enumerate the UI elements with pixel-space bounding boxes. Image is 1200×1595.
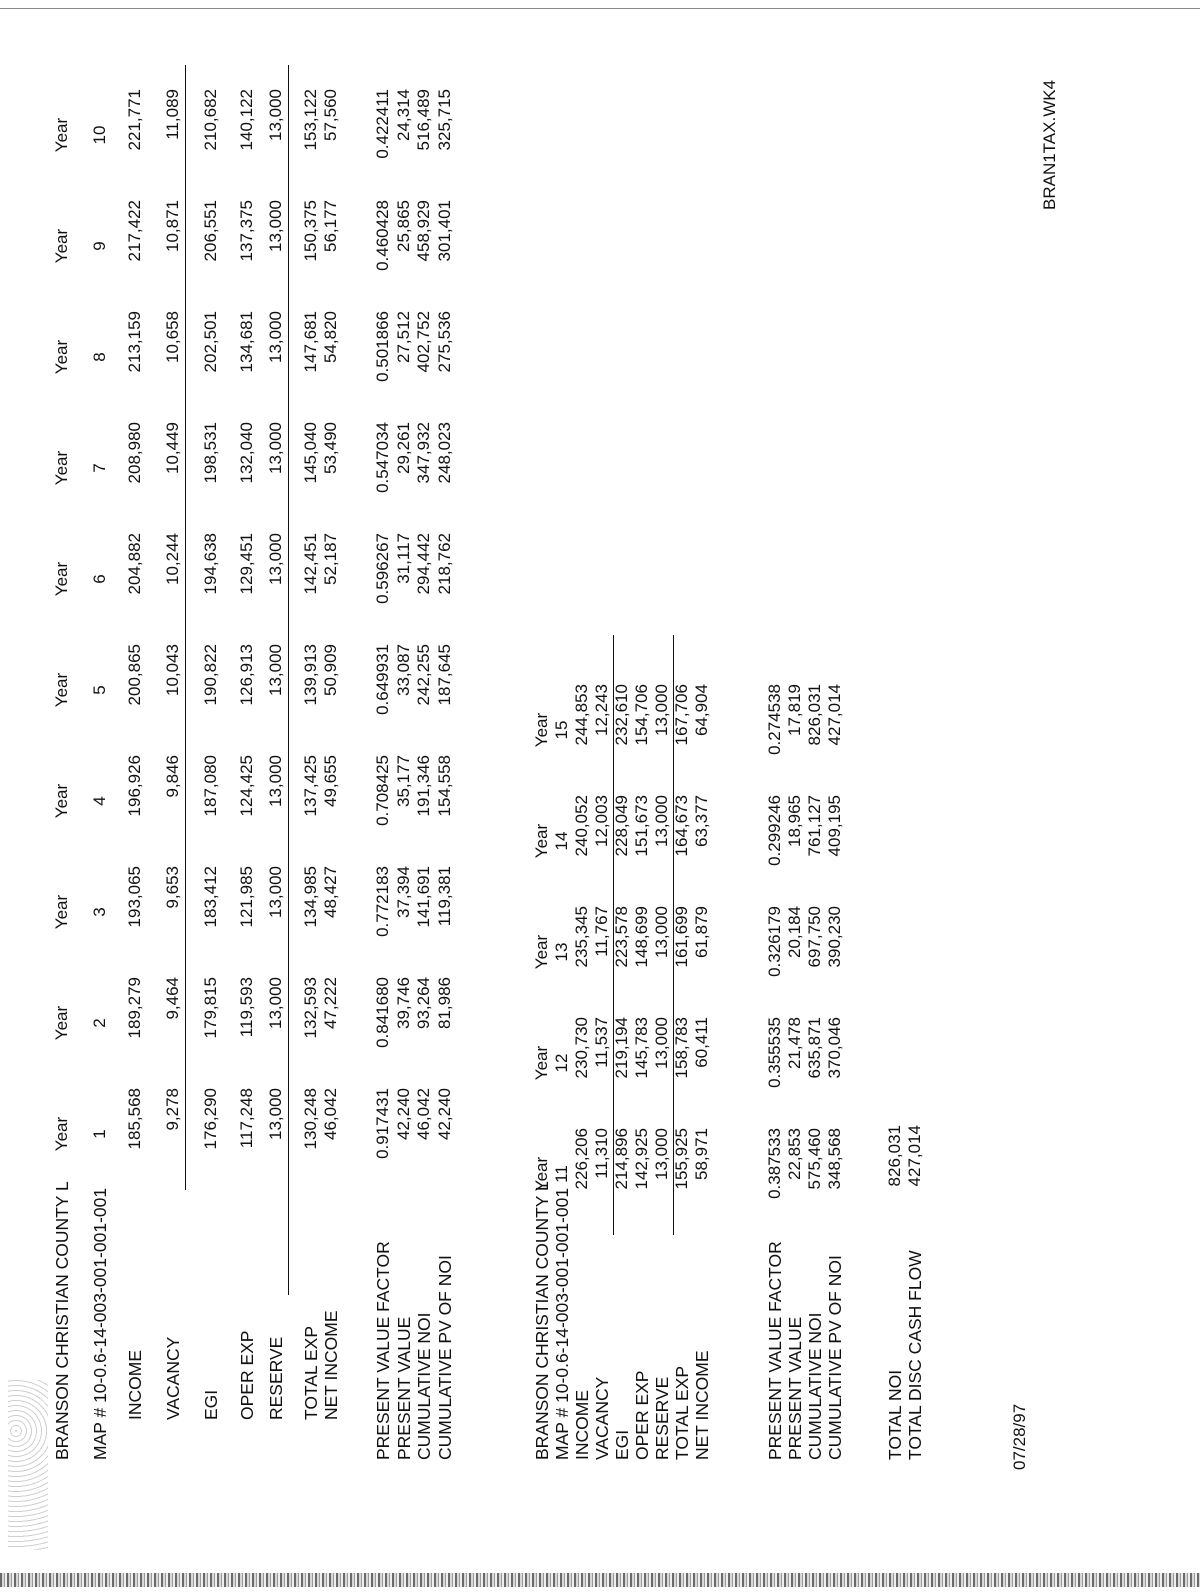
cell-net-income: 56,177: [321, 200, 340, 252]
cell-vacancy: 11,537: [592, 1017, 611, 1068]
cell-total-exp: 147,681: [301, 311, 320, 373]
year-label: Year: [52, 894, 71, 930]
cell-vacancy: 9,464: [163, 977, 182, 1020]
cell-total-exp: 145,040: [301, 422, 320, 484]
cell-cum-noi: 458,929: [414, 200, 433, 262]
total-noi-value: 826,031: [885, 1125, 904, 1187]
cell-net-income: 60,411: [692, 1017, 711, 1068]
cell-reserve: 13,000: [652, 1128, 671, 1180]
cell-reserve: 13,000: [266, 866, 285, 918]
cell-total-exp: 155,925: [672, 1128, 691, 1190]
cell-total-exp: 139,913: [301, 644, 320, 706]
cell-present-value: 33,087: [394, 644, 413, 696]
cell-vacancy: 9,846: [163, 755, 182, 798]
year-number: 2: [90, 1018, 109, 1028]
cell-income: 200,865: [125, 644, 144, 706]
cell-total-exp: 167,706: [672, 684, 691, 746]
cell-reserve: 13,000: [266, 755, 285, 807]
cell-present-value: 18,965: [785, 795, 804, 847]
year-label: Year: [52, 228, 71, 264]
section2-egi-label: EGI: [612, 1429, 632, 1460]
cell-oper-exp: 119,593: [237, 977, 256, 1038]
cell-cum-pv: 248,023: [435, 422, 454, 484]
cell-egi: 183,412: [201, 866, 220, 928]
cell-cum-noi: 635,871: [805, 1017, 824, 1079]
cell-vacancy: 10,658: [163, 311, 182, 363]
section1-egi-label: EGI: [201, 1389, 221, 1420]
cell-pv-factor: 0.274538: [765, 684, 784, 755]
cell-income: 221,771: [125, 89, 144, 151]
cell-income: 204,882: [125, 533, 144, 595]
cell-pv-factor: 0.460428: [373, 200, 392, 271]
cell-vacancy: 11,310: [592, 1128, 611, 1179]
cell-egi: 210,682: [201, 89, 220, 151]
cell-income: 208,980: [125, 422, 144, 484]
section1-reserve-rule: [288, 65, 289, 1295]
cell-pv-factor: 0.355535: [765, 1017, 784, 1088]
cell-total-exp: 153,122: [301, 89, 320, 151]
cell-egi: 232,610: [612, 684, 631, 746]
cell-total-exp: 137,425: [301, 755, 320, 817]
cell-present-value: 29,261: [394, 422, 413, 474]
cell-total-exp: 130,248: [301, 1088, 320, 1150]
cell-oper-exp: 137,375: [237, 200, 256, 262]
cell-present-value: 27,512: [394, 311, 413, 363]
year-label: Year: [532, 934, 551, 970]
cell-pv-factor: 0.501866: [373, 311, 392, 382]
year-number: 9: [90, 241, 109, 251]
cell-vacancy: 9,278: [163, 1088, 182, 1131]
cell-income: 230,730: [572, 1017, 591, 1079]
cell-income: 193,065: [125, 866, 144, 928]
cell-cum-noi: 242,255: [414, 644, 433, 706]
cell-net-income: 46,042: [321, 1088, 340, 1140]
cell-reserve: 13,000: [652, 795, 671, 847]
cell-oper-exp: 117,248: [237, 1088, 256, 1149]
cell-oper-exp: 121,985: [237, 866, 256, 928]
year-number: 3: [90, 907, 109, 917]
cell-vacancy: 11,767: [592, 906, 611, 957]
cell-present-value: 25,865: [394, 200, 413, 252]
section1-oper-exp-label: OPER EXP: [237, 1330, 257, 1420]
cell-cum-noi: 826,031: [805, 684, 824, 746]
cell-net-income: 47,222: [321, 977, 340, 1029]
cell-cum-pv: 81,986: [435, 977, 454, 1029]
section2-pv-factor-label: PRESENT VALUE FACTOR: [765, 1241, 785, 1460]
cell-egi: 202,501: [201, 311, 220, 373]
cell-net-income: 54,820: [321, 311, 340, 363]
cell-cum-noi: 761,127: [805, 795, 824, 857]
year-number: 13: [552, 942, 571, 962]
cell-pv-factor: 0.387533: [765, 1128, 784, 1199]
section1-net-income-label: NET INCOME: [321, 1310, 341, 1420]
cell-income: 226,206: [572, 1128, 591, 1190]
cell-oper-exp: 148,699: [632, 906, 651, 968]
cell-income: 189,279: [125, 977, 144, 1039]
year-number: 11: [552, 1165, 571, 1183]
cell-income: 244,853: [572, 684, 591, 746]
cell-reserve: 13,000: [652, 1017, 671, 1069]
section2-title: BRANSON CHRISTIAN COUNTY L: [532, 1181, 552, 1460]
cell-oper-exp: 140,122: [237, 89, 256, 151]
cell-egi: 176,290: [201, 1088, 220, 1150]
section2-net-income-label: NET INCOME: [692, 1350, 712, 1460]
cell-income: 235,345: [572, 906, 591, 968]
cell-income: 240,052: [572, 795, 591, 857]
cell-egi: 219,194: [612, 1017, 631, 1079]
section2-reserve-label: RESERVE: [652, 1376, 672, 1460]
cell-reserve: 13,000: [266, 644, 285, 696]
cell-cum-pv: 119,381: [435, 866, 454, 927]
cell-oper-exp: 145,783: [632, 1017, 651, 1079]
cell-cum-noi: 294,442: [414, 533, 433, 595]
cell-oper-exp: 134,681: [237, 311, 256, 373]
cell-oper-exp: 129,451: [237, 533, 256, 595]
cell-net-income: 49,655: [321, 755, 340, 807]
cell-present-value: 22,853: [785, 1128, 804, 1180]
year-label: Year: [52, 672, 71, 708]
year-label: Year: [52, 1116, 71, 1152]
cell-pv-factor: 0.326179: [765, 906, 784, 977]
year-label: Year: [52, 783, 71, 819]
cell-cum-noi: 191,346: [414, 755, 433, 817]
cell-cum-pv: 370,046: [825, 1017, 844, 1079]
cell-total-exp: 161,699: [672, 906, 691, 968]
section2-total-exp-label: TOTAL EXP: [672, 1365, 692, 1460]
section1-cumulative-noi-label: CUMULATIVE NOI: [414, 1312, 434, 1460]
cell-income: 213,159: [125, 311, 144, 373]
cell-present-value: 35,177: [394, 755, 413, 807]
cell-income: 196,926: [125, 755, 144, 817]
cell-present-value: 42,240: [394, 1088, 413, 1140]
cell-total-exp: 134,985: [301, 866, 320, 928]
cell-reserve: 13,000: [266, 422, 285, 474]
cell-net-income: 63,377: [692, 795, 711, 847]
cell-egi: 228,049: [612, 795, 631, 857]
cell-egi: 206,551: [201, 200, 220, 262]
cell-present-value: 20,184: [785, 906, 804, 958]
cell-cum-noi: 575,460: [805, 1128, 824, 1190]
cell-oper-exp: 154,706: [632, 684, 651, 746]
cell-oper-exp: 126,913: [237, 644, 256, 706]
cell-net-income: 58,971: [692, 1128, 711, 1180]
section1-present-value-label: PRESENT VALUE: [394, 1316, 414, 1460]
cell-pv-factor: 0.299246: [765, 795, 784, 866]
year-label: Year: [52, 117, 71, 153]
cell-reserve: 13,000: [266, 200, 285, 252]
cell-income: 185,568: [125, 1088, 144, 1150]
section2-oper-exp-label: OPER EXP: [632, 1370, 652, 1460]
cell-egi: 194,638: [201, 533, 220, 595]
cell-cum-pv: 154,558: [435, 755, 454, 817]
cell-reserve: 13,000: [266, 89, 285, 141]
year-number: 10: [90, 125, 109, 145]
cell-egi: 190,822: [201, 644, 220, 706]
cell-cum-noi: 93,264: [414, 977, 433, 1029]
cell-net-income: 52,187: [321, 533, 340, 585]
cell-reserve: 13,000: [652, 906, 671, 958]
cell-net-income: 61,879: [692, 906, 711, 958]
cell-oper-exp: 132,040: [237, 422, 256, 484]
cell-total-exp: 150,375: [301, 200, 320, 262]
year-label: Year: [532, 823, 551, 859]
year-number: 7: [90, 463, 109, 473]
cell-cum-pv: 218,762: [435, 533, 454, 595]
cell-reserve: 13,000: [266, 977, 285, 1029]
section2-income-label: INCOME: [572, 1390, 592, 1460]
cell-pv-factor: 0.547034: [373, 422, 392, 493]
scan-bottom-edge: [0, 1573, 1200, 1587]
year-number: 5: [90, 685, 109, 695]
year-label: Year: [532, 1156, 551, 1192]
cell-total-exp: 164,673: [672, 795, 691, 857]
section2-vacancy-label: VACANCY: [592, 1376, 612, 1460]
cell-net-income: 57,560: [321, 89, 340, 141]
cell-cum-noi: 46,042: [414, 1088, 433, 1140]
section1-vacancy-label: VACANCY: [163, 1336, 183, 1420]
year-label: Year: [532, 1045, 551, 1081]
section1-total-exp-label: TOTAL EXP: [301, 1325, 321, 1420]
year-number: 12: [552, 1053, 571, 1073]
cell-oper-exp: 151,673: [632, 795, 651, 857]
cell-egi: 198,531: [201, 422, 220, 484]
cell-vacancy: 10,043: [163, 644, 182, 696]
cell-cum-pv: 348,568: [825, 1128, 844, 1190]
cell-present-value: 21,478: [785, 1017, 804, 1069]
section2-cumulative-pv-label: CUMULATIVE PV OF NOI: [825, 1255, 845, 1460]
cell-total-exp: 158,783: [672, 1017, 691, 1079]
cell-cum-pv: 42,240: [435, 1088, 454, 1140]
cell-cum-noi: 402,752: [414, 311, 433, 373]
cell-vacancy: 11,089: [163, 89, 182, 140]
section2-cumulative-noi-label: CUMULATIVE NOI: [805, 1312, 825, 1460]
cell-cum-noi: 141,691: [414, 866, 433, 928]
cell-pv-factor: 0.708425: [373, 755, 392, 826]
cell-egi: 179,815: [201, 977, 220, 1039]
cell-income: 217,422: [125, 200, 144, 262]
cell-pv-factor: 0.772183: [373, 866, 392, 937]
section1-reserve-label: RESERVE: [266, 1336, 286, 1420]
cell-reserve: 13,000: [266, 1088, 285, 1140]
total-noi-label: TOTAL NOI: [885, 1369, 905, 1460]
year-number: 6: [90, 574, 109, 584]
year-number: 4: [90, 796, 109, 806]
cell-total-exp: 132,593: [301, 977, 320, 1039]
cell-vacancy: 12,003: [592, 795, 611, 847]
cell-net-income: 50,909: [321, 644, 340, 696]
footer-filename: BRAN1TAX.WK4: [1040, 79, 1059, 210]
cell-reserve: 13,000: [266, 533, 285, 585]
cell-cum-noi: 697,750: [805, 906, 824, 968]
year-number: 14: [552, 831, 571, 851]
cell-vacancy: 10,244: [163, 533, 182, 585]
cell-vacancy: 10,871: [163, 200, 182, 252]
cell-net-income: 53,490: [321, 422, 340, 474]
cell-vacancy: 12,243: [592, 684, 611, 736]
cell-cum-noi: 516,489: [414, 89, 433, 151]
cell-cum-pv: 187,645: [435, 644, 454, 706]
cell-present-value: 24,314: [394, 89, 413, 141]
cell-cum-pv: 325,715: [435, 89, 454, 151]
footer-date: 07/28/97: [1010, 1403, 1029, 1470]
cell-cum-pv: 275,536: [435, 311, 454, 373]
year-label: Year: [52, 339, 71, 375]
cell-pv-factor: 0.422411: [373, 89, 392, 159]
total-disc-cash-flow-label: TOTAL DISC CASH FLOW: [905, 1250, 925, 1460]
cell-cum-pv: 301,401: [435, 200, 454, 262]
cell-egi: 223,578: [612, 906, 631, 968]
year-number: 15: [552, 720, 571, 740]
cell-net-income: 64,904: [692, 684, 711, 736]
cell-oper-exp: 142,925: [632, 1128, 651, 1190]
cell-vacancy: 9,653: [163, 866, 182, 909]
section1-title: BRANSON CHRISTIAN COUNTY L: [52, 1181, 72, 1460]
year-number: 8: [90, 352, 109, 362]
cell-pv-factor: 0.917431: [373, 1088, 392, 1159]
cell-cum-noi: 347,932: [414, 422, 433, 484]
cell-reserve: 13,000: [652, 684, 671, 736]
section1-pv-factor-label: PRESENT VALUE FACTOR: [373, 1241, 393, 1460]
year-label: Year: [52, 561, 71, 597]
section1-income-label: INCOME: [125, 1350, 145, 1420]
cell-net-income: 48,427: [321, 866, 340, 918]
cell-egi: 187,080: [201, 755, 220, 817]
section1-cumulative-pv-label: CUMULATIVE PV OF NOI: [435, 1255, 455, 1460]
year-label: Year: [52, 1005, 71, 1041]
cell-egi: 214,896: [612, 1128, 631, 1190]
cell-cum-pv: 427,014: [825, 684, 844, 746]
year-label: Year: [532, 712, 551, 748]
cell-present-value: 37,394: [394, 866, 413, 918]
section2-map-number: MAP # 10-0.6-14-003-001-001-001: [552, 1187, 572, 1460]
cell-pv-factor: 0.649931: [373, 644, 392, 715]
cell-present-value: 31,117: [394, 533, 413, 584]
section1-map-number: MAP # 10-0.6-14-003-001-001-001: [90, 1187, 110, 1460]
cell-vacancy: 10,449: [163, 422, 182, 474]
cell-pv-factor: 0.596267: [373, 533, 392, 604]
section2-present-value-label: PRESENT VALUE: [785, 1316, 805, 1460]
year-label: Year: [52, 450, 71, 486]
cell-present-value: 39,746: [394, 977, 413, 1029]
cell-oper-exp: 124,425: [237, 755, 256, 817]
cell-total-exp: 142,451: [301, 533, 320, 595]
year-number: 1: [90, 1129, 109, 1139]
cell-present-value: 17,819: [785, 684, 804, 736]
cell-cum-pv: 390,230: [825, 906, 844, 968]
section1-vacancy-rule: [185, 65, 186, 1190]
cell-cum-pv: 409,195: [825, 795, 844, 857]
cell-pv-factor: 0.841680: [373, 977, 392, 1048]
cell-reserve: 13,000: [266, 311, 285, 363]
total-disc-cash-flow-value: 427,014: [905, 1125, 924, 1187]
